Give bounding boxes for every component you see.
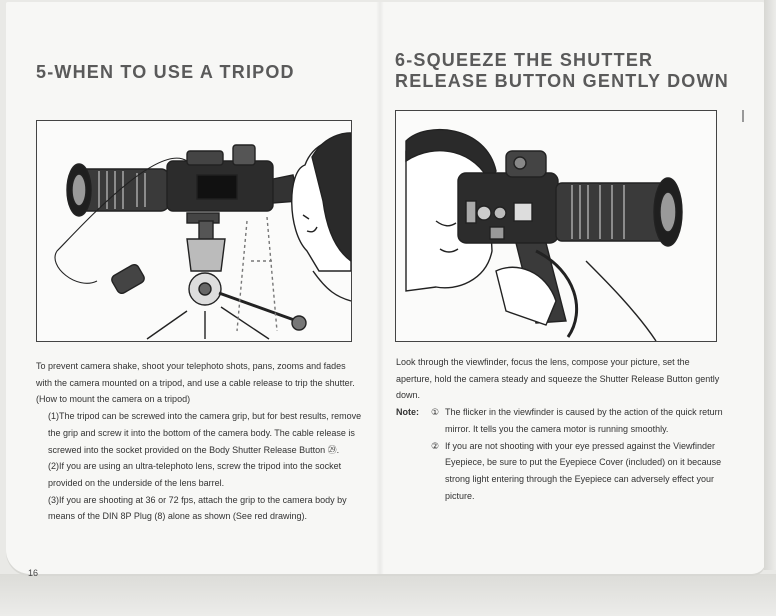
step-2: (2)If you are using an ultra-telephoto lens, screw the tripod into the socket provided on the underside of the lens barrel. bbox=[48, 461, 342, 488]
note-1-text: The flicker in the viewfinder is caused by the action of the quick return mirror. It tells you the camera motor is running smoothly. bbox=[445, 407, 723, 434]
note-indent bbox=[396, 438, 431, 505]
page-number: 16 bbox=[28, 568, 39, 578]
tripod-illustration bbox=[36, 120, 352, 342]
note-label: Note: bbox=[396, 407, 419, 418]
shutter-instructions bbox=[396, 354, 726, 504]
camera-on-tripod-drawing bbox=[37, 121, 351, 341]
mount-subheading: (How to mount the camera on a tripod) bbox=[36, 394, 191, 405]
shutter-illustration bbox=[395, 110, 717, 342]
tripod-paragraph: To prevent camera shake, shoot your telephoto shots, pans, zooms and fades with the camera mounted on a tripod, and use a cable release to trip the shutter. bbox=[36, 361, 355, 388]
note-1-number: ① bbox=[431, 407, 440, 418]
note-2-text: If you are not shooting with your eye pressed against the Viewfinder Eyepiece, be sure to put the Eyepiece Cover (included) on it because strong light entering through the Eyepiece can adversely effect your picture. bbox=[445, 440, 722, 501]
page-bottom-edge bbox=[0, 574, 776, 616]
step-1: (1)The tripod can be screwed into the camera grip, but for best results, remove the grip and screw it into the bottom of the camera body. The cable release is screwed into the socket provided on the Body Shutter Release Button ㉙. bbox=[48, 411, 362, 455]
shutter-paragraph: Look through the viewfinder, focus the lens, compose your picture, set the aperture, hold the camera steady and squeeze the Shutter Release Button gently down. bbox=[396, 357, 720, 401]
tripod-heading: 5-WHEN TO USE A TRIPOD bbox=[36, 62, 295, 82]
note-2-number: ② bbox=[431, 440, 440, 451]
step-3: (3)If you are shooting at 36 or 72 fps, attach the grip to the camera body by means of the DIN 8P Plug (8) alone as shown (See red drawing). bbox=[48, 494, 347, 522]
note-2 bbox=[396, 438, 726, 505]
shutter-heading: 6-SQUEEZE THE SHUTTER RELEASE BUTTON GENTLY DOWN bbox=[395, 50, 729, 91]
next-page-edge bbox=[764, 0, 776, 570]
margin-mark bbox=[742, 110, 744, 122]
tripod-instructions bbox=[36, 358, 362, 525]
note-1 bbox=[396, 404, 726, 437]
book-gutter bbox=[376, 2, 384, 574]
handheld-camera-drawing bbox=[396, 111, 716, 341]
